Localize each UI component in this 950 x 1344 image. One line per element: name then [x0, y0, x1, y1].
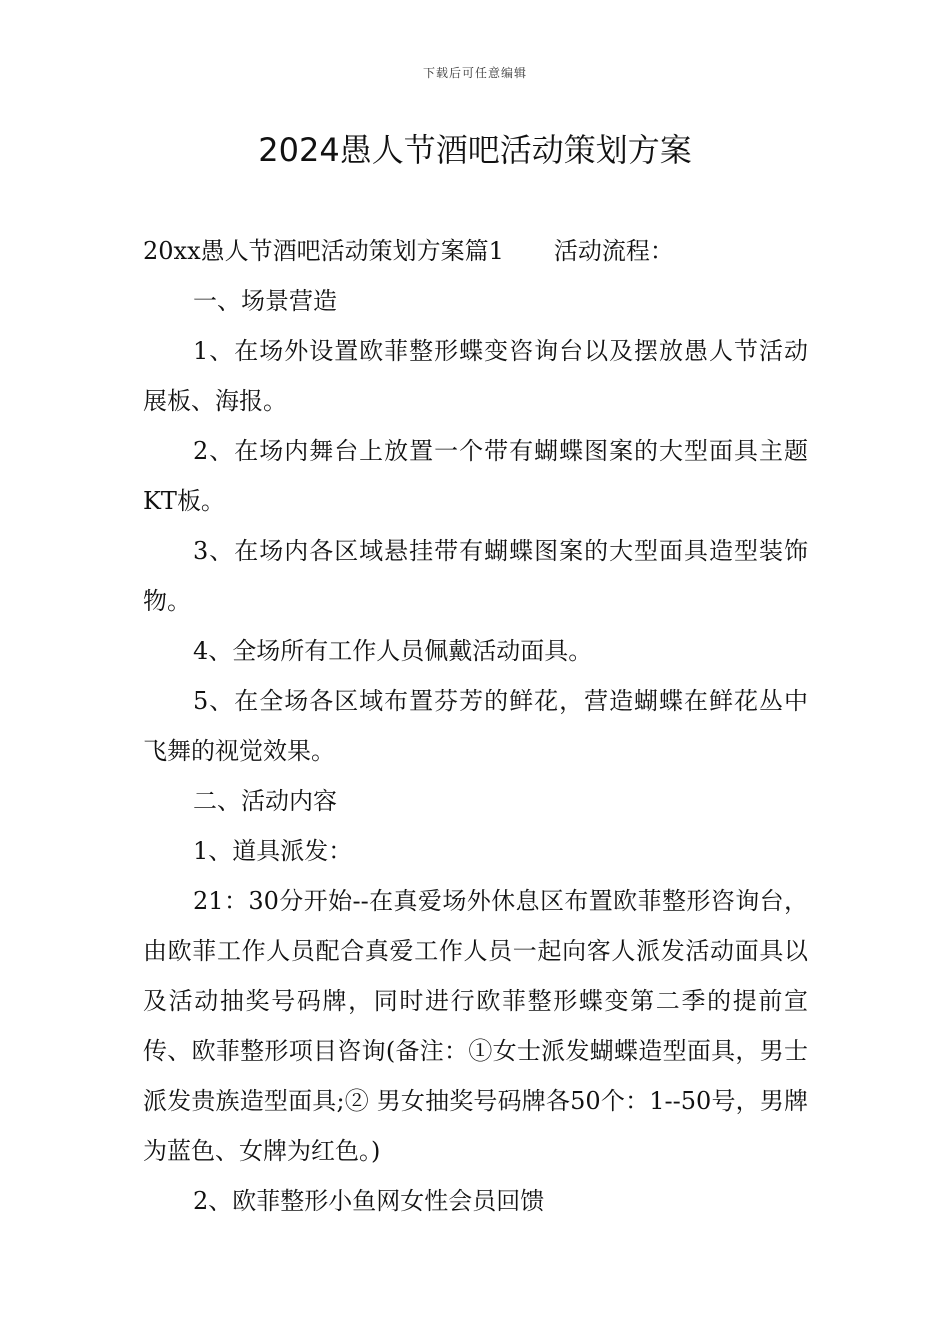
paragraph-scene-1: 1、在场外设置欧菲整形蝶变咨询台以及摆放愚人节活动展板、海报。	[143, 337, 808, 415]
paragraph-prop-distribution: 21：30分开始--在真爱场外休息区布置欧菲整形咨询台，由欧菲工作人员配合真爱工作人员一起向客人派发活动面具以及活动抽奖号码牌，同时进行欧菲整形蝶变第二季的提前宣传、欧菲整形项目咨询(备注：①女士派发蝴蝶造型面具，男士派发贵族造型面具;② 男女抽奖号码牌各50个：1--50号，男牌为蓝色、女牌为红色。)	[143, 887, 808, 1165]
paragraph-scene-2: 2、在场内舞台上放置一个带有蝴蝶图案的大型面具主题KT板。	[143, 437, 808, 515]
paragraph-content-2: 2、欧菲整形小鱼网女性会员回馈	[193, 1187, 545, 1215]
section-heading-content: 二、活动内容	[193, 787, 337, 815]
paragraph-scene-4: 4、全场所有工作人员佩戴活动面具。	[193, 637, 593, 665]
flow-label: 活动流程：	[553, 237, 674, 265]
section-heading-scene: 一、场景营造	[193, 287, 337, 315]
header-note: 下载后可任意编辑	[422, 66, 527, 80]
document-title: 2024愚人节酒吧活动策划方案	[258, 131, 692, 169]
document-body	[143, 226, 808, 1226]
paragraph-scene-3: 3、在场内各区域悬挂带有蝴蝶图案的大型面具造型装饰物。	[143, 537, 808, 615]
paragraph-scene-5: 5、在全场各区域布置芬芳的鲜花，营造蝴蝶在鲜花丛中飞舞的视觉效果。	[143, 687, 808, 765]
paragraph-content-1: 1、道具派发：	[193, 837, 353, 865]
intro-line	[143, 226, 808, 276]
article-heading: 20xx愚人节酒吧活动策划方案篇1	[143, 237, 504, 265]
